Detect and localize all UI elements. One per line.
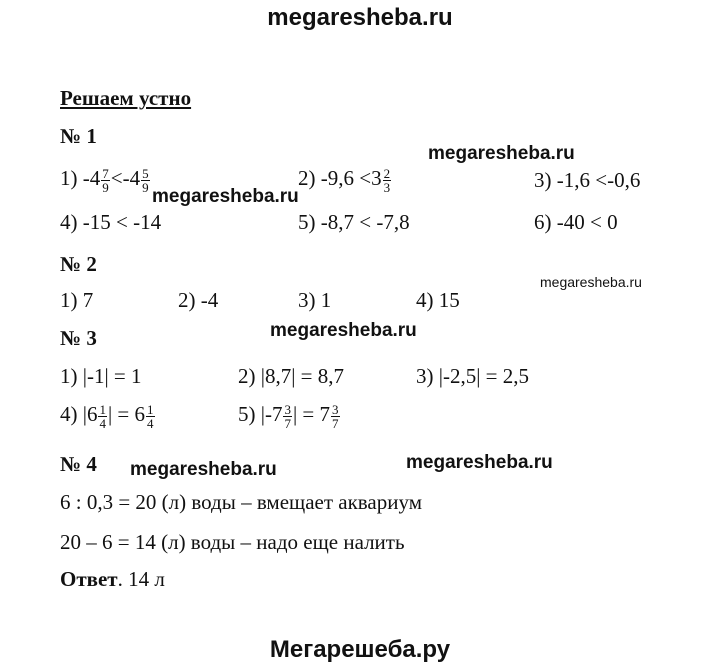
fraction	[331, 403, 340, 430]
numerator: 2	[383, 165, 391, 181]
answer-label: Ответ	[60, 567, 118, 591]
task-3-item-4	[60, 402, 156, 430]
watermark: megaresheba.ru	[130, 459, 277, 480]
denominator: 7	[332, 415, 339, 431]
fraction	[101, 167, 110, 194]
site-title-top[interactable]: megaresheba.ru	[267, 4, 453, 31]
task-3-item-1: 1) |-1| = 1	[60, 364, 142, 388]
task-2-item-1: 1) 7	[60, 288, 94, 312]
task-1-item-2	[298, 166, 392, 194]
task-2-item-4: 4) 15	[416, 288, 460, 312]
task-3-item-3: 3) |-2,5| = 2,5	[416, 364, 529, 388]
answer-value: . 14 л	[117, 567, 165, 591]
site-title-bottom[interactable]: Мегарешеба.ру	[269, 636, 451, 663]
item-text: 2) -9,6 <3	[298, 166, 382, 190]
numerator: 3	[284, 401, 291, 417]
task-2-item-2: 2) -4	[178, 288, 219, 312]
numerator: 3	[332, 401, 339, 417]
fraction	[98, 403, 107, 430]
numerator: 5	[142, 165, 149, 181]
item-text: 4) |6	[60, 402, 98, 426]
denominator: 9	[102, 179, 109, 195]
task-2-item-3: 3) 1	[298, 288, 332, 312]
task-4-answer	[60, 567, 165, 592]
watermark: megaresheba.ru	[406, 452, 553, 473]
task-1-item-5: 5) -8,7 < -7,8	[298, 210, 410, 234]
numerator: 7	[102, 165, 109, 181]
denominator: 7	[284, 415, 291, 431]
denominator: 4	[147, 415, 154, 431]
task-4-line-1: 6 : 0,3 = 20 (л) воды – вмещает аквариум	[60, 490, 422, 514]
section-heading: Решаем устно	[60, 86, 192, 110]
item-text: | = 6	[107, 402, 146, 426]
task-4-label: № 4	[60, 452, 97, 476]
fraction	[141, 167, 150, 194]
watermark: megaresheba.ru	[152, 186, 299, 207]
task-1-item-4: 4) -15 < -14	[60, 210, 162, 234]
watermark: megaresheba.ru	[540, 274, 642, 290]
fraction	[383, 167, 392, 194]
task-1-item-6: 6) -40 < 0	[534, 210, 618, 234]
task-1-label: № 1	[60, 124, 97, 148]
item-text: <-4	[110, 166, 141, 190]
fraction	[146, 403, 155, 430]
task-4-line-2: 20 – 6 = 14 (л) воды – надо еще налить	[60, 530, 405, 554]
watermark: megaresheba.ru	[270, 320, 417, 341]
numerator: 1	[99, 401, 106, 417]
watermark: megaresheba.ru	[428, 143, 575, 164]
item-text: | = 7	[292, 402, 331, 426]
denominator: 3	[383, 179, 391, 195]
task-2-label: № 2	[60, 252, 97, 276]
item-text: 5) |-7	[238, 402, 283, 426]
item-text: 1) -4	[60, 166, 101, 190]
task-3-item-2: 2) |8,7| = 8,7	[238, 364, 344, 388]
denominator: 9	[142, 179, 149, 195]
denominator: 4	[99, 415, 106, 431]
task-1-item-1	[60, 166, 151, 194]
numerator: 1	[147, 401, 154, 417]
task-3-label: № 3	[60, 326, 97, 350]
task-1-item-3: 3) -1,6 <-0,6	[534, 168, 641, 192]
fraction	[283, 403, 292, 430]
task-3-item-5	[238, 402, 341, 430]
